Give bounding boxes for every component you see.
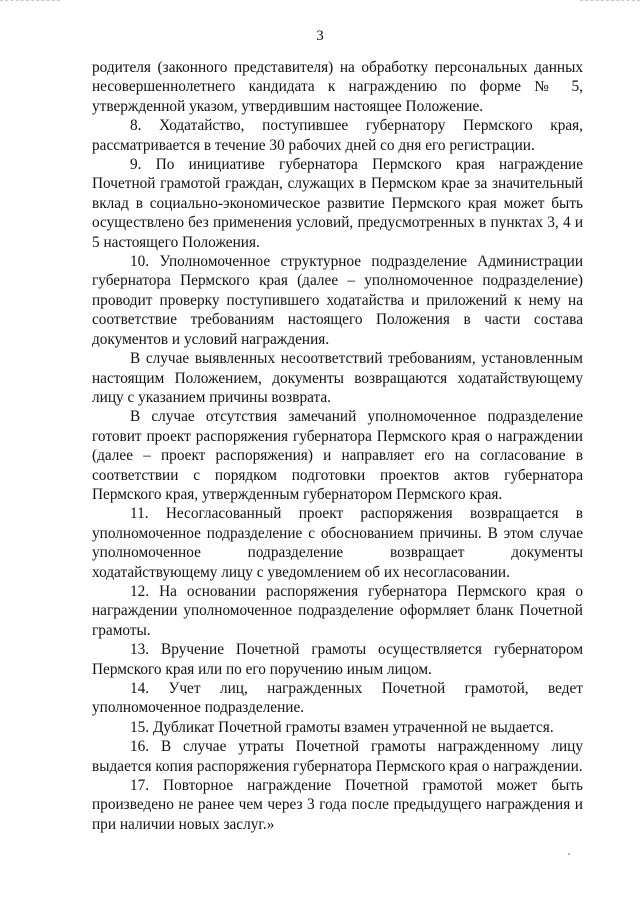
paragraph: родителя (законного представителя) на обработку персональных данных несовершеннолетнего кандидата к награждению по форме № 5, утвержденной указом, утвердившим настоящее Положение. bbox=[92, 59, 583, 115]
paragraph: 16. В случае утраты Почетной грамоты награжденному лицу выдается копия распоряжения губернатора Пермского края о награждении. bbox=[92, 738, 583, 775]
paragraph: 15. Дубликат Почетной грамоты взамен утраченной не выдается. bbox=[130, 718, 554, 736]
paragraph: В случае отсутствия замечаний уполномоченное подразделение готовит проект распоряжения губернатора Пермского края о награждении (далее – проект распоряжения) и направляет его на согласование в соответствии с порядком подготовки проектов актов губернатора Пермского края, утвержденным губернатором Пермского края. bbox=[92, 408, 583, 503]
scan-edge-mark bbox=[580, 0, 640, 4]
paragraph: 8. Ходатайство, поступившее губернатору Пермского края, рассматривается в течение 30 рабочих дней со дня его регистрации. bbox=[92, 117, 583, 154]
paragraph: 14. Учет лиц, награжденных Почетной грамотой, ведет уполномоченное подразделение. bbox=[92, 680, 583, 717]
scan-edge-mark bbox=[0, 0, 60, 4]
paragraph: 9. По инициативе губернатора Пермского края награждение Почетной грамотой граждан, служащих в Пермском крае за значительный вклад в социально-экономическое развитие Пермского края может быть осуществлено без применения условий, предусмотренных в пунктах 3, 4 и 5 настоящего Положения. bbox=[92, 156, 583, 251]
document-body bbox=[92, 58, 583, 834]
paragraph: 17. Повторное награждение Почетной грамотой может быть произведено не ранее чем через 3 года после предыдущего награждения и при наличии новых заслуг.» bbox=[92, 777, 583, 833]
paragraph: В случае выявленных несоответствий требованиям, установленным настоящим Положением, документы возвращаются ходатайствующему лицу с указанием причины возврата. bbox=[92, 350, 583, 406]
paragraph: 11. Несогласованный проект распоряжения возвращается в уполномоченное подразделение с обоснованием причины. В этом случае уполномоченное подразделение возвращает документы ходатайствующему лицу с уведомлением об их несогласовании. bbox=[92, 505, 583, 581]
paragraph: 13. Вручение Почетной грамоты осуществляется губернатором Пермского края или по его поручению иным лицом. bbox=[92, 641, 583, 678]
scan-speck bbox=[568, 853, 570, 855]
paragraph: 12. На основании распоряжения губернатора Пермского края о награждении уполномоченное подразделение оформляет бланк Почетной грамоты. bbox=[92, 582, 583, 639]
paragraph: 10. Уполномоченное структурное подразделение Администрации губернатора Пермского края (далее – уполномоченное подразделение) проводит проверку поступившего ходатайства и приложений к нему на соответствие требованиям настоящего Положения в части состава документов и условий награждения. bbox=[92, 253, 583, 348]
page-number: 3 bbox=[316, 28, 324, 44]
